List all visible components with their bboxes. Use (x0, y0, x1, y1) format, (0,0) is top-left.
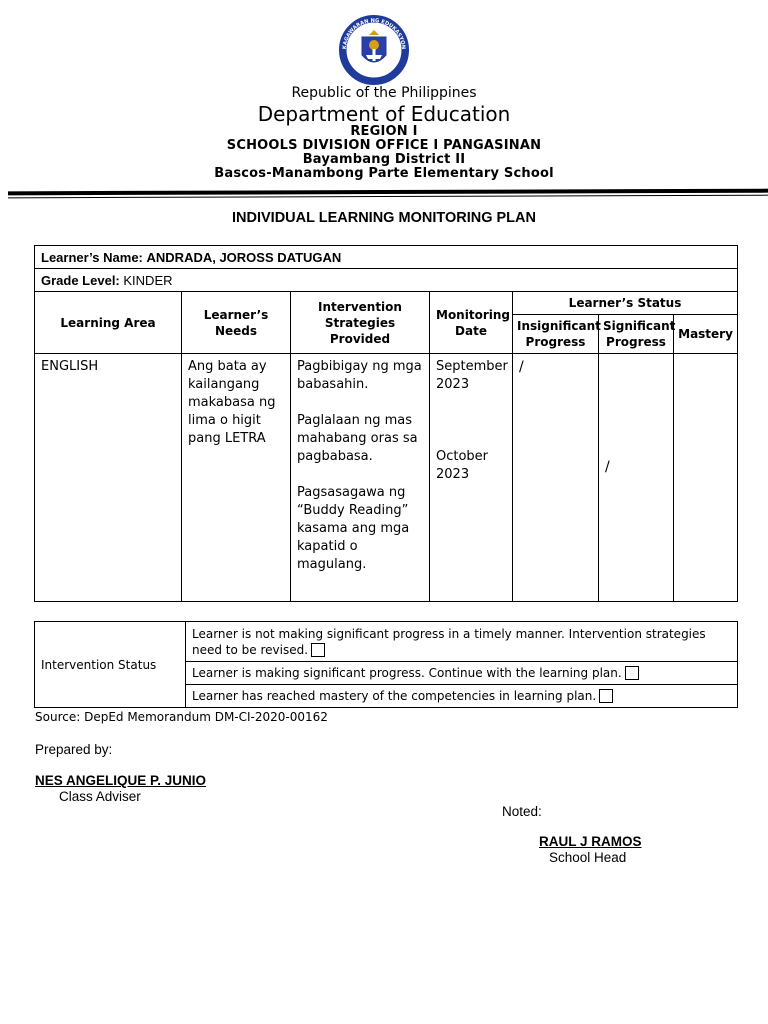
document-title: INDIVIDUAL LEARNING MONITORING PLAN (232, 210, 536, 226)
cell-significant-progress (599, 354, 674, 602)
header-learners-needs: Learner’s Needs (182, 292, 291, 354)
cell-insignificant-progress (513, 354, 599, 602)
significant-mark: / (605, 459, 610, 475)
learner-name-value: ANDRADA, JOROSS DATUGAN (146, 249, 342, 265)
status-option-text: Learner is making significant progress. Continue with the learning plan. (192, 666, 622, 680)
seal-text-top: KAGAWARAN NG EDUKASYON (341, 17, 407, 50)
header-significant-progress: Significant Progress (599, 315, 674, 354)
department-heading: Department of Education (257, 102, 511, 126)
school-heading: Bascos-Manambong Parte Elementary School (214, 166, 554, 181)
intervention-item: Pagsasagawa ng “Buddy Reading” kasama ang mga kapatid o magulang. (297, 485, 410, 572)
cell-monitoring-dates (430, 354, 513, 602)
seal-text-bottom: REPUBLIKA NG PILIPINAS (351, 59, 397, 75)
cell-learners-needs: Ang bata ay kailangang makabasa ng lima o higit pang LETRA (182, 354, 291, 602)
republic-heading: Republic of the Philippines (291, 85, 477, 101)
prepared-by-name: NES ANGELIQUE P. JUNIO (35, 773, 207, 788)
intervention-status-table (34, 621, 738, 708)
noted-by-role: School Head (549, 850, 627, 865)
intervention-item: Paglalaan ng mas mahabang oras sa pagbabasa. (297, 413, 418, 464)
deped-seal-logo (336, 15, 412, 85)
intervention-item: Pagbibigay ng mga babasahin. (297, 359, 422, 392)
cell-interventions (291, 354, 430, 602)
status-option-mastery (186, 685, 738, 708)
status-checkbox-mastery[interactable] (599, 689, 613, 703)
insignificant-mark: / (519, 359, 524, 375)
intervention-status-label: Intervention Status (35, 622, 186, 708)
noted-by-name: RAUL J RAMOS (539, 834, 642, 849)
monitoring-date-item: October 2023 (436, 449, 489, 482)
header-monitoring-date: Monitoring Date (430, 292, 513, 354)
grade-level-row (35, 269, 738, 292)
status-option-continue (186, 662, 738, 685)
status-option-revise (186, 622, 738, 662)
learner-name-label: Learner’s Name: (41, 249, 143, 265)
learner-name-row (35, 246, 738, 269)
header-mastery: Mastery (674, 315, 738, 354)
region-heading: REGION I (350, 124, 418, 139)
source-note: Source: DepEd Memorandum DM-CI-2020-00162 (35, 710, 328, 724)
header-learners-status: Learner’s Status (513, 292, 738, 315)
table-row (35, 354, 738, 602)
monitoring-date-item: September 2023 (436, 359, 508, 392)
status-checkbox-revise[interactable] (311, 643, 325, 657)
header-learning-area: Learning Area (35, 292, 182, 354)
prepared-by-label: Prepared by: (35, 742, 113, 757)
header-insignificant-progress: Insignificant Progress (513, 315, 599, 354)
noted-by-label: Noted: (502, 804, 542, 819)
header-intervention-strategies: Intervention Strategies Provided (291, 292, 430, 354)
grade-level-value: KINDER (123, 272, 173, 288)
prepared-by-role: Class Adviser (59, 789, 141, 804)
division-heading: SCHOOLS DIVISION OFFICE I PANGASINAN (226, 138, 542, 153)
district-heading: Bayambang District II (302, 152, 466, 167)
status-option-text: Learner is not making significant progress in a timely manner. Intervention strategies need to be revised. (192, 626, 706, 657)
grade-level-label: Grade Level: (41, 272, 120, 288)
status-option-text: Learner has reached mastery of the competencies in learning plan. (192, 689, 597, 703)
monitoring-plan-table (34, 245, 738, 602)
status-checkbox-continue[interactable] (625, 666, 639, 680)
cell-mastery (674, 354, 738, 602)
cell-learning-area: ENGLISH (35, 354, 182, 602)
header-divider-thin (8, 195, 768, 199)
